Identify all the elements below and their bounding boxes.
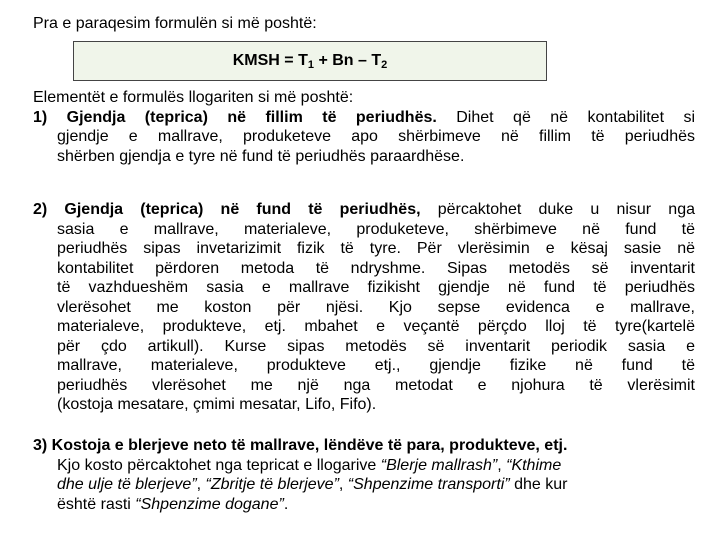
item2-line: materialeve, produkteve, etj. mbahet e veçantë përçdo lloj të tyre(kartelë: [57, 318, 695, 335]
item2-line: periudhës vlerësohet me një nga metodat e njohura të vlerësimit: [57, 376, 695, 394]
formula-subscript-2: 2: [381, 59, 388, 71]
item2-line: për çdo artikull). Kurse sipas metodës së inventarit periodik sasia e: [57, 337, 695, 355]
item2-heading: 2) Gjendja (teprica) në fund të periudhës,: [33, 201, 421, 218]
item2-line: (kostoja mesatare, çmimi mesatar, Lifo, Fifo).: [57, 396, 377, 413]
item3-line3: [33, 495, 695, 515]
item2-line: vlerësohet me koston për njësi. Kjo sepse evidenca e mallrave,: [57, 298, 695, 316]
item3-period: .: [283, 495, 289, 513]
item2-line: periudhës sipas invetarizimit fizik të tyre. Për vlerësimin e kësaj sasie në: [57, 240, 695, 257]
elements-section: [33, 88, 695, 166]
formula-subscript-1: 1: [307, 59, 314, 71]
item1-line3: shërben gjendja e tyre në fund të periudhës paraardhëse.: [57, 147, 465, 165]
item3-line2: [33, 475, 695, 495]
item2-line: të vazhdueshëm sasia e mallrave fizikisht gjendje në fund të periudhës: [57, 279, 695, 296]
item2-line: sasia e mallrave, materialeve, produketeve, shërbimeve në fund të: [57, 220, 695, 238]
account-kthime-end: dhe ulje të blerjeve”: [57, 476, 197, 493]
account-zbritje: “Zbritje të blerjeve”: [205, 476, 339, 493]
item2-line: kontabilitet përdoren metoda të ndryshme. Sipas metodës së inventarit: [57, 259, 695, 277]
item3-separator: ,: [196, 476, 206, 493]
elements-intro: Elementët e formulës llogariten si më poshtë:: [33, 89, 354, 106]
formula-middle: + Bn – T: [314, 52, 382, 69]
item3-text: dhe kur: [509, 476, 568, 493]
item2-line1-rest: përcaktohet duke u nisur nga: [420, 201, 696, 218]
item1-line2: gjendje e mallrave, produketeve apo shërbimeve në fillim të periudhës: [57, 128, 695, 145]
item3-separator: ,: [497, 456, 507, 474]
item2-line: mallrave, materialeve, produkteve etj., gjendje fizike në fund të: [57, 357, 695, 374]
account-shpenzime-dogane: “Shpenzime dogane”: [135, 495, 284, 513]
item2-line1: [33, 200, 695, 220]
item3-section: [33, 436, 695, 514]
item3-line1: [33, 456, 695, 476]
item3-separator: ,: [338, 476, 348, 493]
account-shpenzime-transporti: “Shpenzime transporti”: [347, 476, 510, 493]
item1-line1: [33, 108, 695, 128]
item1-heading: 1) Gjendja (teprica) në fillim të periudhës.: [33, 108, 437, 126]
formula-prefix: KMSH = T: [232, 52, 308, 69]
item2-section: [33, 200, 695, 415]
formula-box: [73, 41, 547, 81]
account-kthime-start: “Kthime: [506, 456, 562, 474]
intro-text: Pra e paraqesim formulën si më poshtë:: [33, 15, 317, 32]
item3-text: Kjo kosto përcaktohet nga tepricat e llogarive: [57, 456, 381, 474]
item3-text: është rasti: [57, 495, 136, 513]
account-blerje-mallrash: “Blerje mallrash”: [380, 456, 498, 474]
item1-line1-rest: Dihet që në kontabilitet si: [436, 108, 696, 126]
item3-heading: 3) Kostoja e blerjeve neto të mallrave, lëndëve të para, produkteve, etj.: [33, 437, 568, 454]
item3-heading-line: [33, 436, 695, 456]
